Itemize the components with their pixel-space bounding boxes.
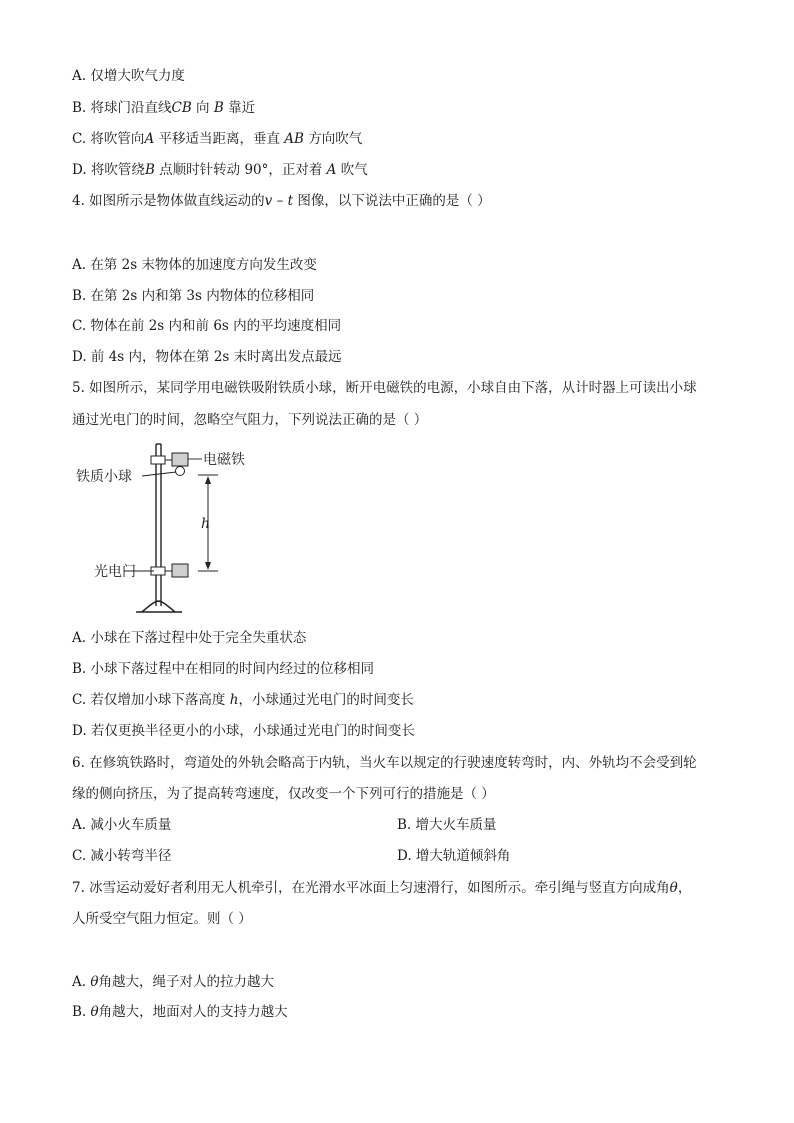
q3-option-b: B. 将球门沿直线CB 向 B 靠近	[72, 100, 256, 116]
label-electromagnet: 电磁铁	[203, 452, 245, 468]
q7-stem-line1: 7. 冰雪运动爱好者利用无人机牵引，在光滑水平冰面上匀速滑行，如图所示。牵引绳与竖直方向成角θ，	[72, 880, 692, 896]
q5-apparatus-figure	[72, 440, 272, 622]
q4-option-d: D. 前 4s 内，物体在第 2s 末时离出发点最远	[72, 349, 342, 365]
q4-stem: 4. 如图所示是物体做直线运动的v – t 图像，以下说法中正确的是（ ）	[72, 193, 491, 209]
label-photogate: 光电门	[94, 564, 136, 580]
q5-option-d: D. 若仅更换半径更小的小球，小球通过光电门的时间变长	[72, 723, 415, 739]
q3-option-c: C. 将吹管向A 平移适当距离，垂直 AB 方向吹气	[72, 131, 363, 147]
q6-option-c: C. 减小转弯半径	[72, 848, 172, 864]
q4-option-b: B. 在第 2s 内和第 3s 内物体的位移相同	[72, 288, 315, 304]
q7-option-b: B. θ角越大，地面对人的支持力越大	[72, 1004, 288, 1020]
q5-stem-line2: 通过光电门的时间，忽略空气阻力，下列说法正确的是（ ）	[72, 412, 428, 428]
q4-option-a: A. 在第 2s 末物体的加速度方向发生改变	[72, 257, 317, 273]
q6-option-a: A. 减小火车质量	[72, 817, 172, 833]
label-height: h	[201, 516, 211, 532]
q5-option-c: C. 若仅增加小球下落高度 h，小球通过光电门的时间变长	[72, 692, 414, 708]
q7-option-a: A. θ角越大，绳子对人的拉力越大	[72, 974, 274, 990]
q4-option-c: C. 物体在前 2s 内和前 6s 内的平均速度相同	[72, 318, 342, 334]
label-iron-ball: 铁质小球	[76, 469, 132, 485]
q3-option-a: A. 仅增大吹气力度	[72, 68, 185, 84]
q5-option-a: A. 小球在下落过程中处于完全失重状态	[72, 630, 307, 646]
q5-stem-line1: 5. 如图所示，某同学用电磁铁吸附铁质小球，断开电磁铁的电源，小球自由下落，从计时器上可读出小球	[72, 380, 697, 396]
q3-option-d: D. 将吹管绕B 点顺时针转动 90°，正对着 A 吹气	[72, 162, 368, 178]
q6-option-b: B. 增大火车质量	[397, 817, 497, 833]
q6-stem-line1: 6. 在修筑铁路时，弯道处的外轨会略高于内轨，当火车以规定的行驶速度转弯时，内、外轨均不会受到轮	[72, 755, 697, 771]
q7-stem-line2: 人所受空气阻力恒定。则（ ）	[72, 911, 252, 927]
q6-option-d: D. 增大轨道倾斜角	[397, 848, 511, 864]
q6-stem-line2: 缘的侧向挤压，为了提高转弯速度，仅改变一个下列可行的措施是（ ）	[72, 786, 495, 802]
q5-option-b: B. 小球下落过程中在相同的时间内经过的位移相同	[72, 661, 375, 677]
